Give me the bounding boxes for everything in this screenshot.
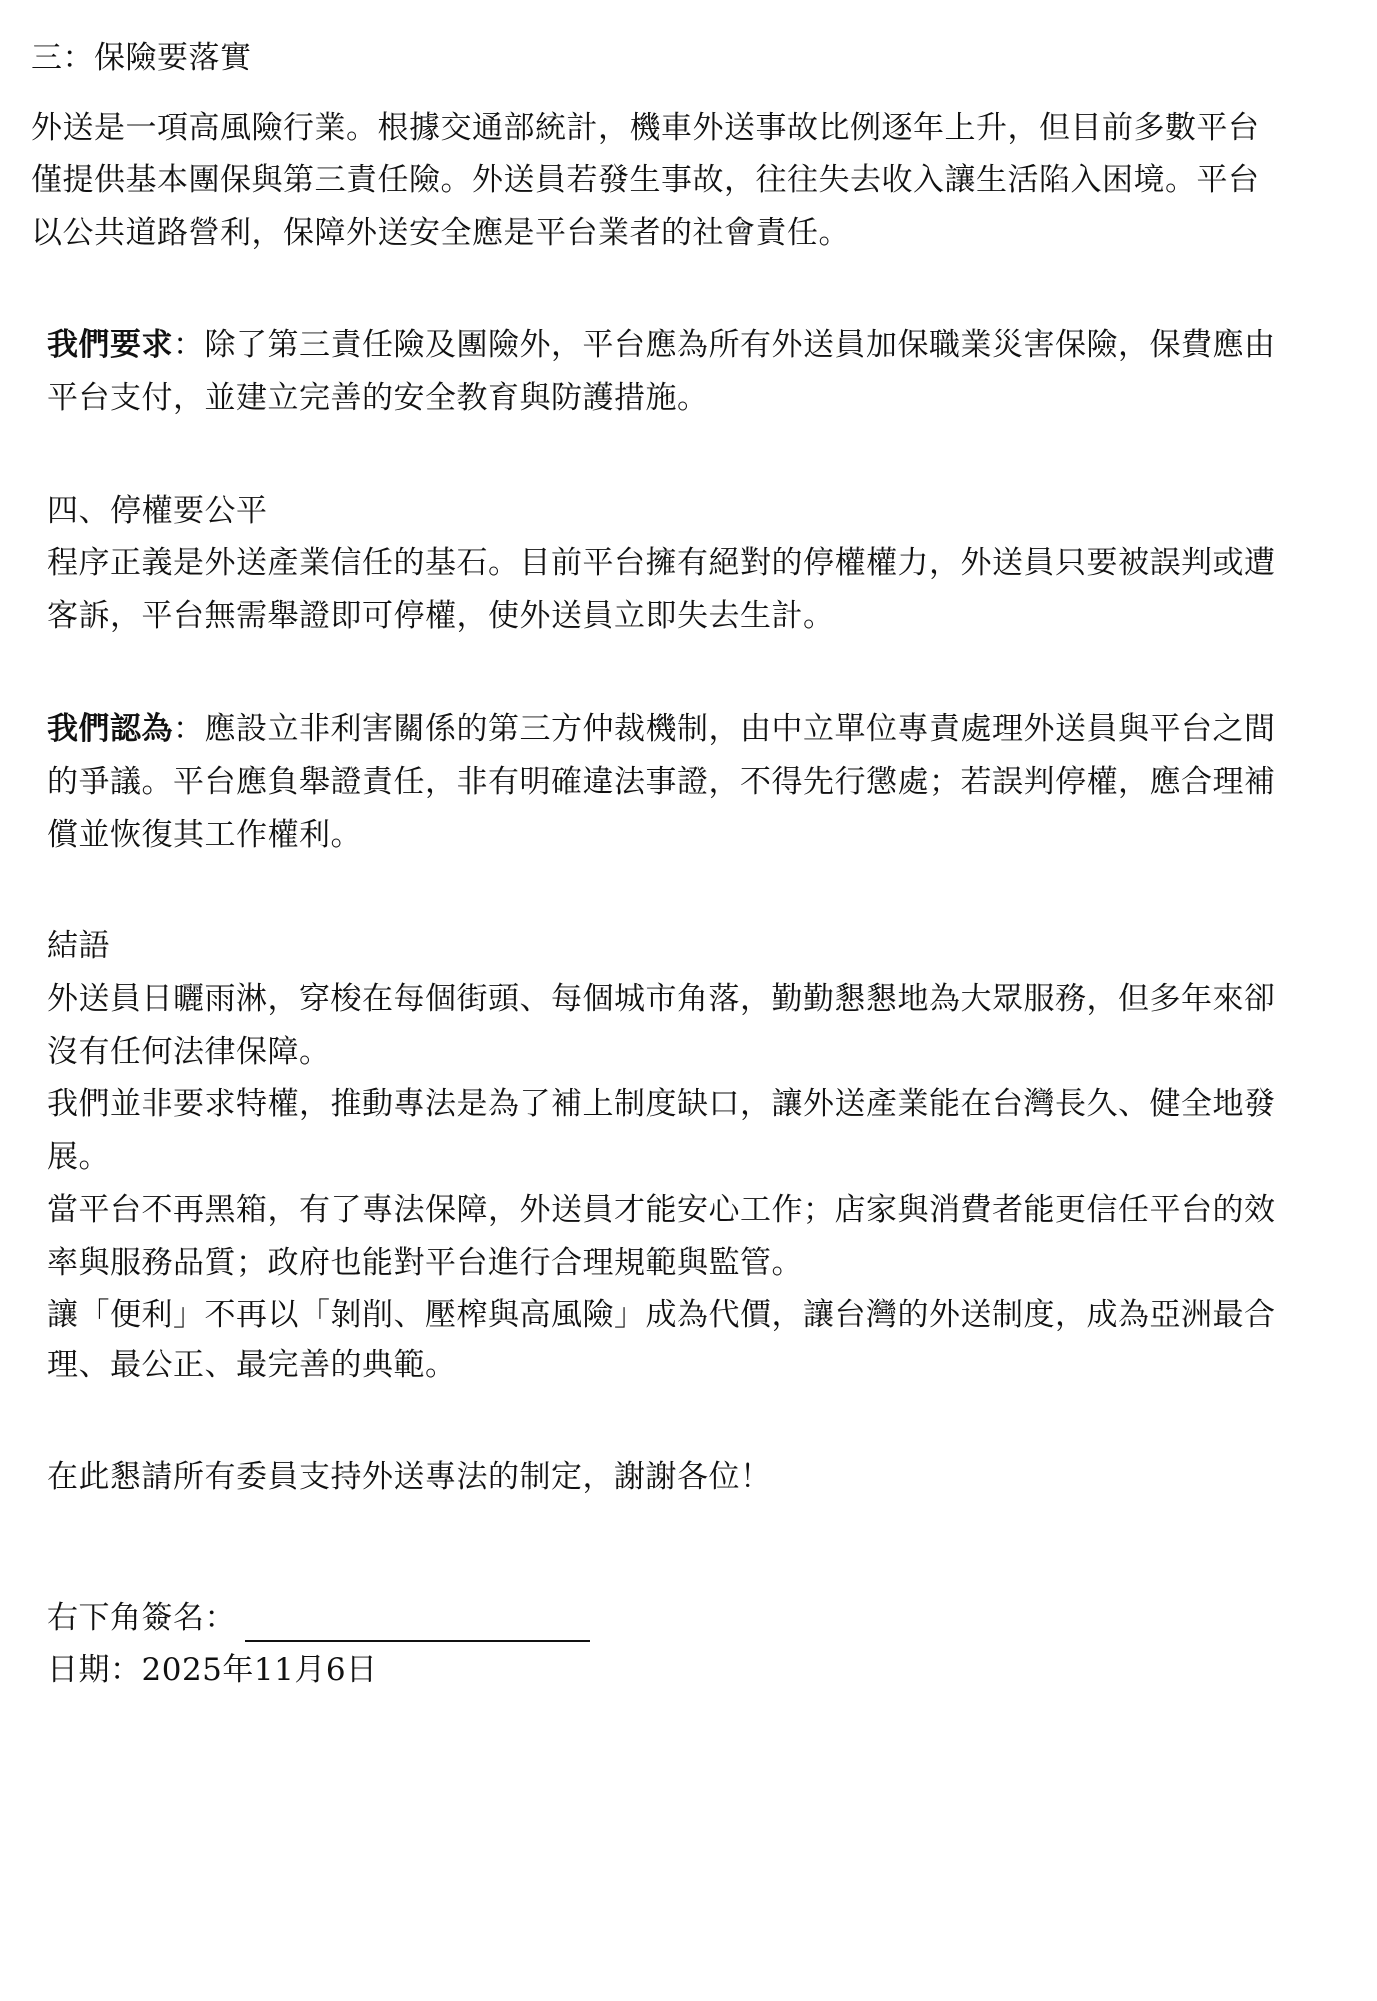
demand-text: ：除了第三責任險及團險外，平台應為所有外送員加保職業災害保險，保費應由 [173, 327, 1276, 363]
section3-demand-line: 平台支付，並建立完善的安全教育與防護措施。 [47, 380, 709, 416]
demand-label: 我們要求 [47, 327, 173, 363]
section4-heading: 四、停權要公平 [47, 493, 268, 529]
appeal-text: 在此懇請所有委員支持外送專法的制定，謝謝各位！ [47, 1459, 772, 1495]
section3-demand-line [47, 325, 1276, 365]
view-text: ：應設立非利害關係的第三方仲裁機制，由中立單位專責處理外送員與平台之間 [173, 711, 1276, 747]
conclusion-line: 沒有任何法律保障。 [47, 1034, 331, 1070]
section4-view-line: 的爭議。平台應負舉證責任，非有明確違法事證，不得先行懲處；若誤判停權，應合理補 [47, 764, 1276, 800]
section3-heading: 三：保險要落實 [31, 40, 252, 76]
section3-paragraph-line: 以公共道路營利，保障外送安全應是平台業者的社會責任。 [31, 215, 850, 251]
conclusion-line: 外送員日曬雨淋，穿梭在每個街頭、每個城市角落，勤勤懇懇地為大眾服務，但多年來卻 [47, 981, 1276, 1017]
conclusion-line: 讓「便利」不再以「剝削、壓榨與高風險」成為代價，讓台灣的外送制度，成為亞洲最合 [47, 1297, 1276, 1333]
signature-line[interactable] [245, 1640, 590, 1642]
signature-label: 右下角簽名： [47, 1600, 236, 1636]
conclusion-line: 理、最公正、最完善的典範。 [47, 1347, 457, 1383]
conclusion-line: 我們並非要求特權，推動專法是為了補上制度缺口，讓外送產業能在台灣長久、健全地發 [47, 1086, 1276, 1122]
view-label: 我們認為 [47, 711, 173, 747]
conclusion-line: 當平台不再黑箱，有了專法保障，外送員才能安心工作；店家與消費者能更信任平台的效 [47, 1192, 1276, 1228]
section4-view-line [47, 709, 1276, 749]
section3-paragraph-line: 僅提供基本團保與第三責任險。外送員若發生事故，往往失去收入讓生活陷入困境。平台 [31, 162, 1260, 198]
section4-paragraph-line: 客訴，平台無需舉證即可停權，使外送員立即失去生計。 [47, 598, 835, 634]
conclusion-line: 展。 [47, 1139, 110, 1175]
section3-paragraph-line: 外送是一項高風險行業。根據交通部統計，機車外送事故比例逐年上升，但目前多數平台 [31, 110, 1260, 146]
section4-paragraph-line: 程序正義是外送產業信任的基石。目前平台擁有絕對的停權權力，外送員只要被誤判或遭 [47, 545, 1276, 581]
conclusion-line: 率與服務品質；政府也能對平台進行合理規範與監管。 [47, 1245, 803, 1281]
section4-view-line: 償並恢復其工作權利。 [47, 817, 362, 853]
date-text: 日期：2025年11月6日 [47, 1652, 378, 1688]
conclusion-heading: 結語 [47, 928, 110, 964]
